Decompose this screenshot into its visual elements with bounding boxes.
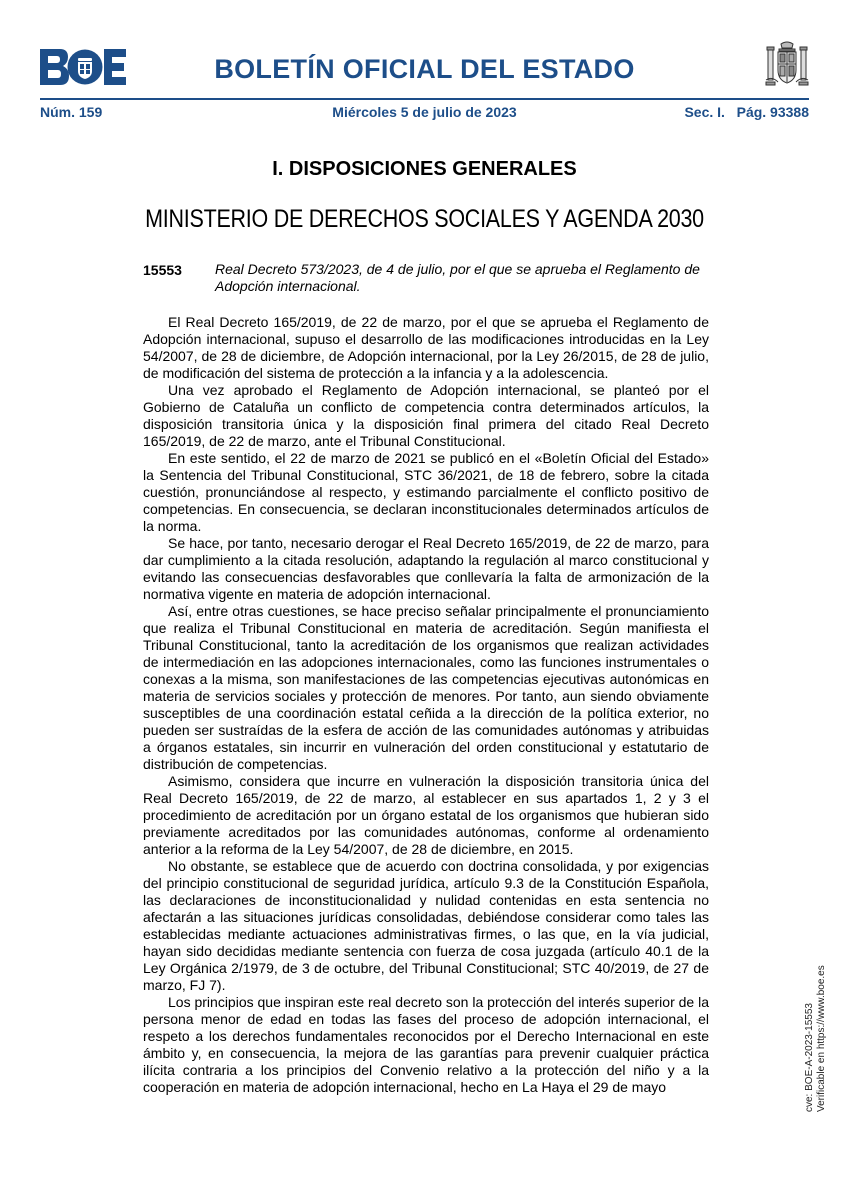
paragraph: Una vez aprobado el Reglamento de Adopción internacional, se planteó por el Gobierno de Cataluña un conflicto de competencia contra determinados artículos, la disposición transitoria única y la disposición final primera del citado Real Decreto 165/2019, de 22 de marzo, ante el Tribunal Constitucional. bbox=[143, 382, 709, 449]
paragraph: Asimismo, considera que incurre en vulneración la disposición transitoria única del Real Decreto 165/2019, de 22 de marzo, al establecer en sus apartados 1, 2 y 3 el procedimiento de acreditación por un órgano estatal de los organismos que hubieran sido previamente acreditados por las comunidades autónomas, conforme al ordenamiento anterior a la reforma de la Ley 54/2007, de 28 de diciembre, en 2015. bbox=[143, 773, 709, 857]
document-title: Real Decreto 573/2023, de 4 de julio, por el que se aprueba el Reglamento de Adopción internacional. bbox=[215, 261, 700, 294]
boe-logo-text bbox=[40, 44, 42, 45]
document-number: 15553 bbox=[143, 262, 182, 278]
ministry-title: MINISTERIO DE DERECHOS SOCIALES Y AGENDA 2030 bbox=[145, 205, 704, 233]
gazette-title: BOLETÍN OFICIAL DEL ESTADO bbox=[214, 54, 635, 84]
cve-code: cve: BOE-A-2023-15553 bbox=[804, 1003, 815, 1112]
paragraph: No obstante, se establece que de acuerdo con doctrina consolidada, y por exigencias del principio constitucional de seguridad jurídica, artículo 9.3 de la Constitución Española, las declaraciones de inconstitucionalidad y nulidad contenidas en esta sentencia no afectarán a las situaciones jurídicas consolidadas, debiéndose considerar como tales las establecidas mediante actuaciones administrativas firmes, o las que, en la vía judicial, hayan sido decididas mediante sentencia con fuerza de cosa juzgada (artículo 40.1 de la Ley Orgánica 2/1979, de 3 de octubre, del Tribunal Constitucional; STC 40/2019, de 27 de marzo, FJ 7). bbox=[143, 858, 709, 993]
verify-link[interactable]: Verificable en https://www.boe.es bbox=[816, 965, 827, 1112]
section-page: Sec. I. Pág. 93388 bbox=[684, 104, 809, 120]
paragraph: En este sentido, el 22 de marzo de 2021 se publicó en el «Boletín Oficial del Estado» la Sentencia del Tribunal Constitucional, STC 36/2021, de 18 de febrero, sobre la citada cuestión, pronunciándose al respecto, y estimando parcialmente el conflicto positivo de competencias. En consecuencia, se declaran inconstitucionales determinados artículos de la norma. bbox=[143, 450, 709, 534]
paragraph: El Real Decreto 165/2019, de 22 de marzo, por el que se aprueba el Reglamento de Adopción internacional, supuso el desarrollo de las modificaciones introducidas en la Ley 54/2007, de 28 de diciembre, de Adopción internacional, por la Ley 26/2015, de 28 de julio, de modificación del sistema de protección a la infancia y a la adolescencia. bbox=[143, 314, 709, 381]
header-divider bbox=[40, 98, 809, 100]
paragraph: Así, entre otras cuestiones, se hace preciso señalar principalmente el pronunciamiento que realiza el Tribunal Constitucional en materia de acreditación. Según manifiesta el Tribunal Constitucional, tanto la acreditación de los organismos que realizan actividades de intermediación en las adopciones internacionales, como las funciones instrumentales o conexas a la misma, son manifestaciones de las competencias ejecutivas autonómicas en materia de servicios sociales y protección de menores. Por tanto, aun siendo obviamente susceptibles de una coordinación estatal ceñida a la dirección de la política exterior, no pueden ser sustraídas de la esfera de acción de las comunidades autónomas y atribuidas a órganos estatales, sin incurrir en vulneración del orden constitucional y estatutario de distribución de competencias. bbox=[143, 603, 709, 772]
document-body bbox=[143, 314, 709, 1096]
coat-of-arms-icon bbox=[764, 40, 810, 90]
header-meta bbox=[40, 104, 809, 122]
section-title: I. DISPOSICIONES GENERALES bbox=[272, 158, 577, 180]
paragraph: Los principios que inspiran este real decreto son la protección del interés superior de la persona menor de edad en todas las fases del proceso de adopción internacional, el respeto a los derechos fundamentales reconocidos por el Derecho Internacional en este ámbito y, en consecuencia, la mejora de las garantías para prevenir cualquier práctica ilícita contraria a los principios del Convenio relativo a la protección del niño y a la cooperación en materia de adopción internacional, hecho en La Haya el 29 de mayo bbox=[143, 994, 709, 1095]
side-verification bbox=[804, 965, 828, 1112]
paragraph: Se hace, por tanto, necesario derogar el Real Decreto 165/2019, de 22 de marzo, para dar cumplimiento a la citada resolución, adaptando la regulación al marco constitucional y evitando las consecuencias desfavorables que conllevaría la falta de armonización de la normativa vigente en materia de adopción internacional. bbox=[143, 535, 709, 602]
issue-number: Núm. 159 bbox=[40, 104, 103, 120]
issue-date: Miércoles 5 de julio de 2023 bbox=[332, 104, 517, 120]
